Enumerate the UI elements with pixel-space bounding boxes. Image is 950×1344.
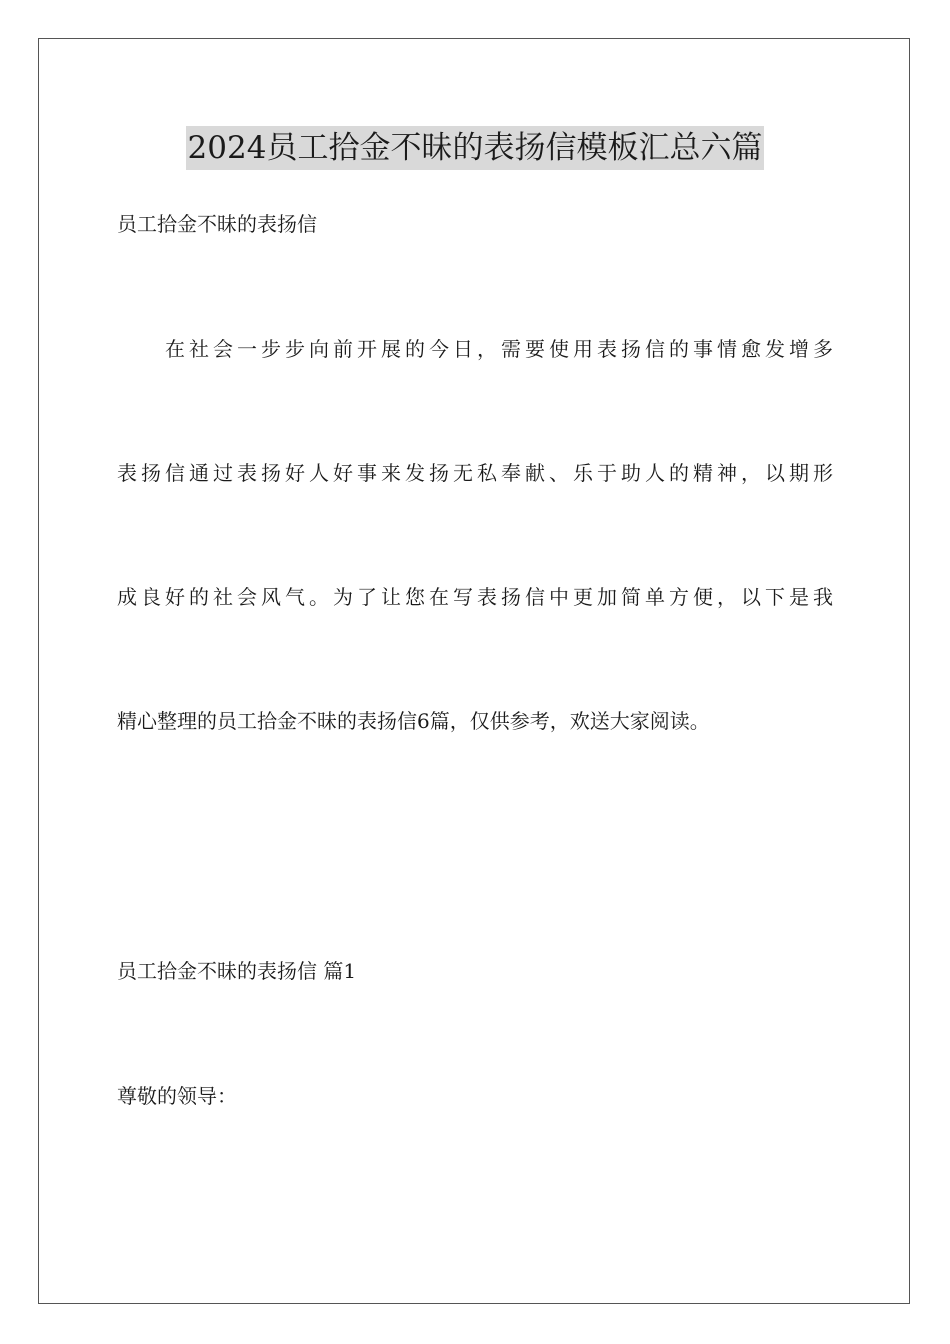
intro-line-3: 成良好的社会风气。为了让您在写表扬信中更加简单方便，以下是我 [117,585,833,609]
salutation: 尊敬的领导： [117,1084,237,1108]
intro-line-4: 精心整理的员工拾金不昧的表扬信6篇，仅供参考，欢送大家阅读。 [117,709,710,733]
document-title-container [0,126,950,170]
document-title: 2024员工拾金不昧的表扬信模板汇总六篇 [186,126,765,170]
intro-line-1: 在社会一步步向前开展的今日，需要使用表扬信的事情愈发增多 [165,337,833,361]
section-heading: 员工拾金不昧的表扬信 篇1 [117,959,357,983]
document-subtitle: 员工拾金不昧的表扬信 [117,212,317,236]
intro-line-2: 表扬信通过表扬好人好事来发扬无私奉献、乐于助人的精神，以期形 [117,461,833,485]
